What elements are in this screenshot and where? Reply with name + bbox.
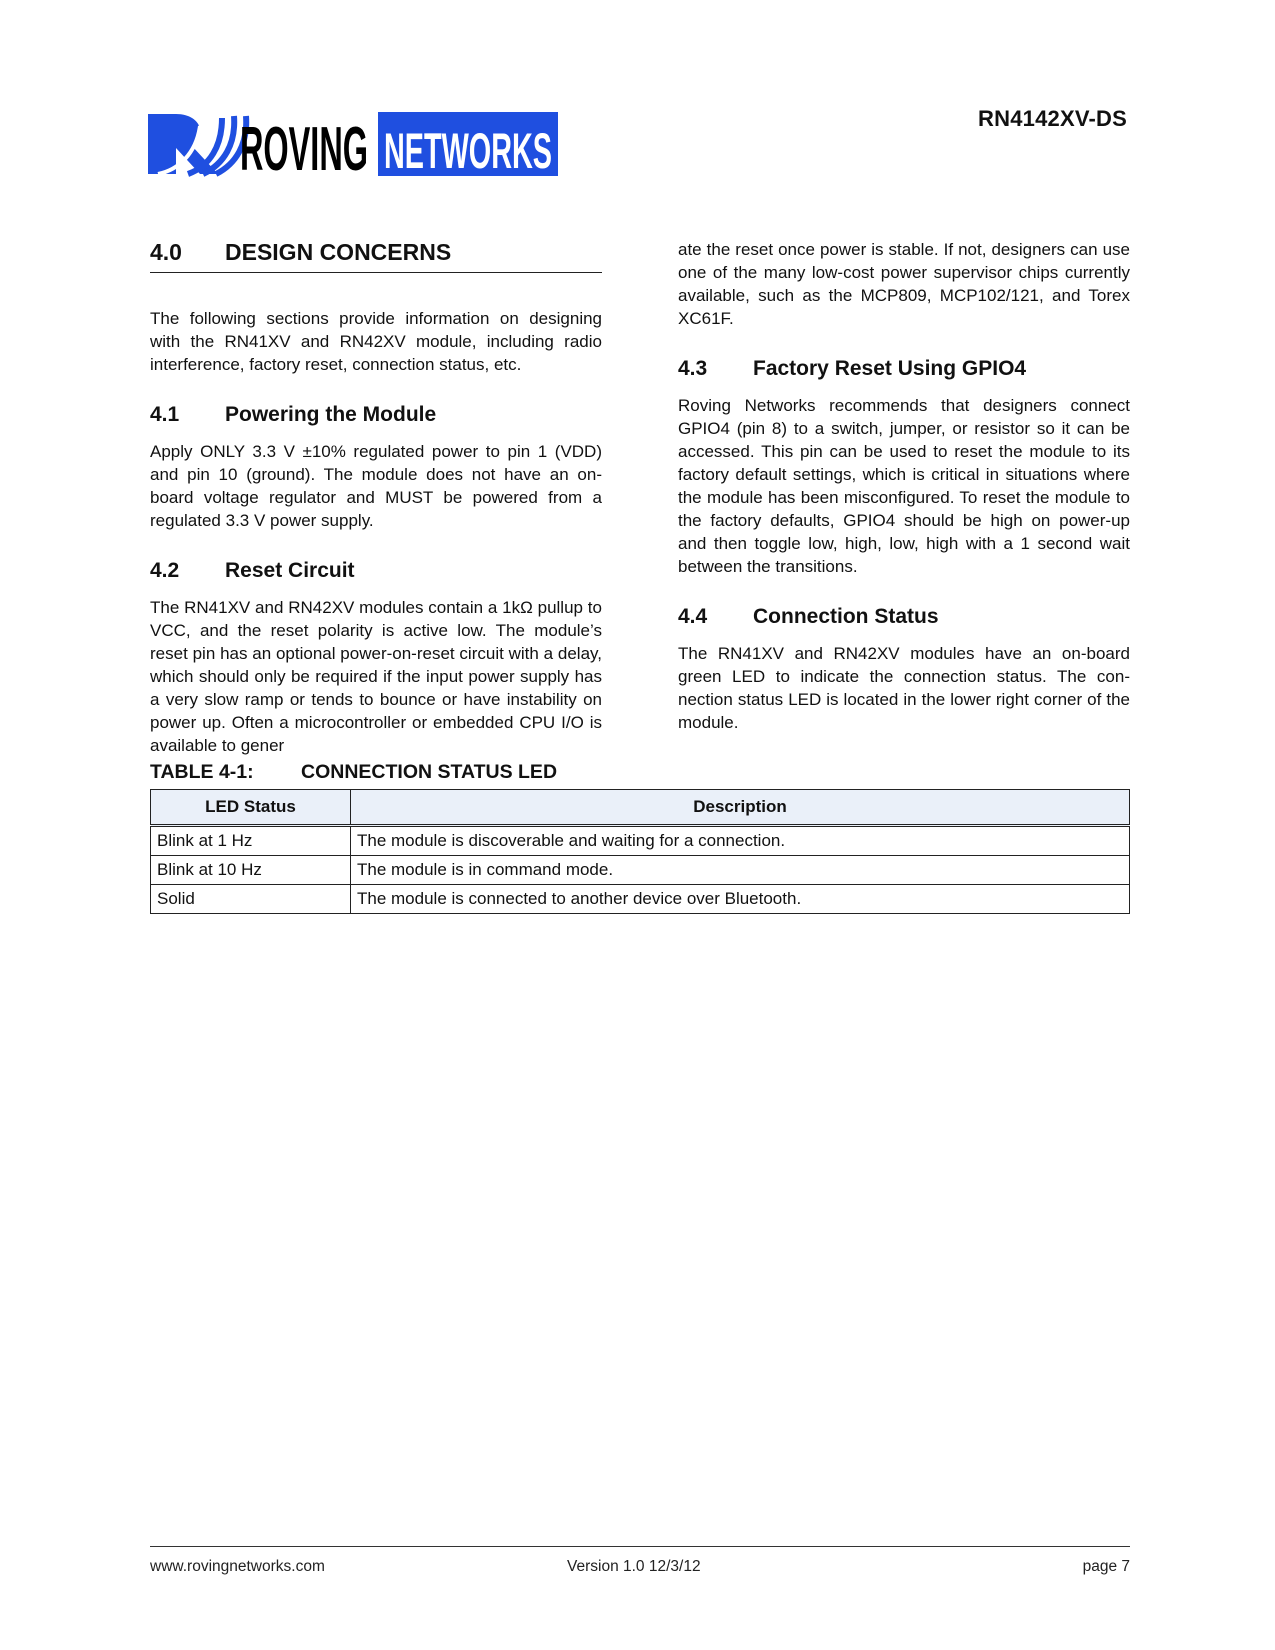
section-4-1-heading [150,402,602,428]
svg-text:NETWORKS: NETWORKS [384,123,552,179]
reset-circuit-paragraph: The RN41XV and RN42XV modules contain a 1kΩ pullup to VCC, and the reset polarity is active low. The module’s reset pin has an optional power-on-reset circuit with a delay, which should only be required if the input power supply has a very slow ramp or tends to bounce or have instability on power up. Often a microcontroller or embedded CPU I/O is available to gener [150,598,602,755]
section-title: DESIGN CONCERNS [225,239,452,265]
section-title: Connection Status [753,605,939,628]
left-column [150,238,602,783]
reset-continued-paragraph: ate the reset once power is stable. If not, designers can use one of the many low-cost power supervisor chips currently available, such as the MCP809, MCP102/121, and Torex XC61F. [678,240,1130,328]
footer-version: Version 1.0 12/3/12 [567,1558,701,1575]
right-column [678,238,1130,760]
svg-text:ROVING: ROVING [240,115,368,180]
description-cell: The module is in command mode. [351,856,1130,885]
section-number: 4.0 [150,239,182,265]
section-title: Powering the Module [225,403,437,426]
column-header: LED Status [151,790,351,826]
led-status-cell: Blink at 1 Hz [151,826,351,856]
table-caption [150,760,557,784]
footer-divider [150,1546,1130,1547]
section-number: 4.3 [678,357,708,380]
column-header: Description [351,790,1130,826]
powering-paragraph: Apply ONLY 3.3 V ±10% regulated power to pin 1 (VDD) and pin 10 (ground). The module does not have an on-board voltage regulator and MUST be powered from a regulated 3.3 V power supply. [150,442,602,530]
table-label: TABLE 4-1: [150,761,254,783]
table-row [151,885,1130,914]
connection-status-paragraph: The RN41XV and RN42XV modules have an on-board green LED to indicate the connection status. The connection status LED is located in the lower right corner of the module. [678,644,1130,732]
section-4-4-heading [678,604,1130,630]
table-title: CONNECTION STATUS LED [301,761,558,783]
section-number: 4.4 [678,605,708,628]
connection-status-table [150,789,1130,914]
logo-mark-icon [148,114,176,174]
section-title: Reset Circuit [225,559,355,582]
factory-reset-paragraph: Roving Networks recommends that designers connect GPIO4 (pin 8) to a switch, jumper, or resistor so it can be accessed. This pin can be used to reset the module to its factory default settings, which is critical in situations where the module has been misconfigured. To reset the module to the factory defaults, GPIO4 should be high on power-up and then toggle low, high, low, high with a 1 second wait between the transitions. [678,396,1130,576]
led-status-cell: Solid [151,885,351,914]
section-title: Factory Reset Using GPIO4 [753,357,1027,380]
section-4-3-heading [678,356,1130,382]
section-4-0-heading [150,238,602,273]
footer-website[interactable]: www.rovingnetworks.com [150,1558,325,1575]
description-cell: The module is discoverable and waiting for a connection. [351,826,1130,856]
led-status-cell: Blink at 10 Hz [151,856,351,885]
footer-page-number: page 7 [1082,1558,1130,1575]
section-4-2-heading [150,558,602,584]
table-row [151,826,1130,856]
roving-networks-logo [148,112,588,180]
document-id: RN4142XV-DS [978,106,1127,131]
intro-paragraph: The following sections provide information on designing with the RN41XV and RN42XV module, including radio interference, factory reset, connection status, etc. [150,309,602,374]
table-header-row [151,790,1130,826]
table-row [151,856,1130,885]
description-cell: The module is connected to another device over Bluetooth. [351,885,1130,914]
section-number: 4.1 [150,403,180,426]
section-number: 4.2 [150,559,180,582]
